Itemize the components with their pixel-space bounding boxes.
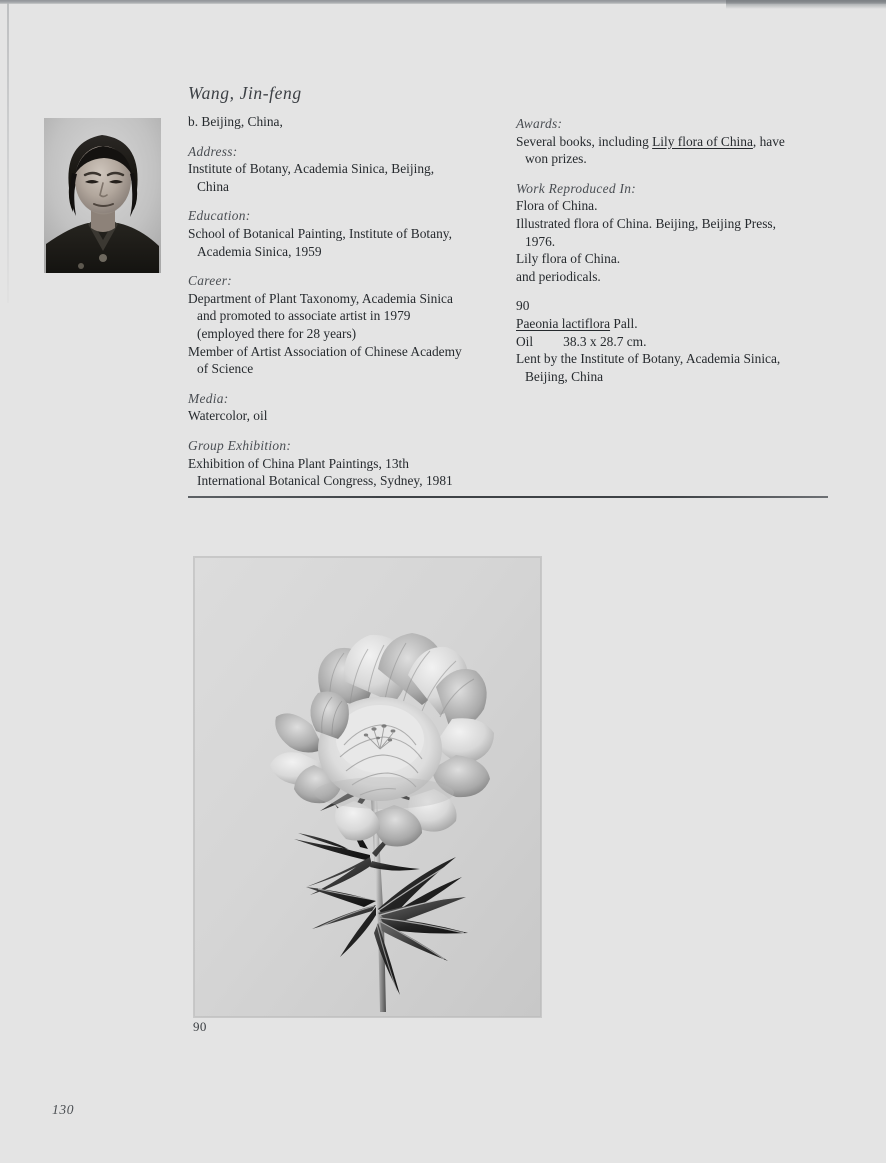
awards-line-1 — [516, 133, 828, 151]
scan-edge-left — [7, 3, 9, 303]
left-text-column — [188, 113, 493, 490]
education-line-1: School of Botanical Painting, Institute of Botany, — [188, 225, 452, 241]
birth-line: b. Beijing, China, — [188, 114, 283, 129]
catalog-entry-dimensions: 38.3 x 28.7 cm. — [563, 333, 647, 349]
right-text-column — [516, 115, 828, 385]
plate-caption-number: 90 — [193, 1019, 207, 1034]
career-line-4: Member of Artist Association of Chinese Academy — [188, 343, 462, 359]
career-label: Career: — [188, 273, 232, 289]
education-line-2: Academia Sinica, 1959 — [197, 243, 322, 259]
work-reproduced-line-2: Illustrated flora of China. Beijing, Beijing Press, — [516, 215, 776, 231]
catalog-entry-block — [516, 297, 828, 385]
horizontal-divider-rule — [188, 496, 828, 498]
page-folio-number: 130 — [52, 1102, 75, 1117]
group-exhibition-line-1: Exhibition of China Plant Paintings, 13th — [188, 455, 409, 471]
group-exhibition-line-2: International Botanical Congress, Sydney, 1981 — [197, 473, 453, 489]
media-block — [188, 390, 493, 425]
catalog-entry-medium-line — [516, 333, 828, 351]
career-block — [188, 272, 493, 378]
education-label: Education: — [188, 208, 251, 224]
awards-label: Awards: — [516, 116, 563, 131]
career-line-3: (employed there for 28 years) — [197, 325, 357, 341]
artist-portrait-photo — [44, 118, 161, 273]
work-reproduced-line-4: Lily flora of China. — [516, 251, 621, 267]
media-line-1: Watercolor, oil — [188, 408, 268, 424]
group-exhibition-label: Group Exhibition: — [188, 437, 292, 453]
work-reproduced-line-1: Flora of China. — [516, 198, 598, 214]
career-line-5: of Science — [197, 361, 254, 377]
birth-block — [188, 113, 493, 131]
group-exhibition-block — [188, 437, 493, 490]
career-line-2: and promoted to associate artist in 1979 — [197, 308, 411, 324]
catalog-entry-number: 90 — [516, 298, 530, 314]
artist-name-heading: Wang, Jin-feng — [188, 83, 302, 103]
awards-book-title: Lily flora of China — [652, 133, 753, 149]
address-line-1: Institute of Botany, Academia Sinica, Beijing, — [188, 161, 435, 177]
catalog-entry-authority: Pall. — [610, 315, 638, 331]
address-line-2: China — [197, 178, 229, 194]
work-reproduced-label: Work Reproduced In: — [516, 180, 636, 196]
education-block — [188, 207, 493, 260]
scan-edge-top-right — [726, 0, 886, 9]
catalog-entry-lender-2: Beijing, China — [525, 368, 604, 384]
catalog-entry-lender-1: Lent by the Institute of Botany, Academia Sinica, — [516, 351, 781, 367]
address-block — [188, 143, 493, 196]
awards-text-post: , have — [752, 133, 785, 149]
career-line-1: Department of Plant Taxonomy, Academia Sinica — [188, 290, 453, 306]
catalog-entry-medium: Oil — [516, 333, 534, 349]
catalog-entry-species: Paeonia lactiflora — [516, 315, 611, 331]
work-reproduced-line-3: 1976. — [525, 233, 556, 249]
catalog-entry-species-line — [516, 315, 828, 333]
work-reproduced-block — [516, 180, 828, 286]
work-reproduced-line-5: and periodicals. — [516, 268, 601, 284]
plate-photograph-paeonia-lactiflora — [194, 557, 541, 1017]
media-label: Media: — [188, 390, 229, 406]
address-label: Address: — [188, 143, 238, 159]
awards-text-pre: Several books, including — [516, 133, 653, 149]
awards-line-2: won prizes. — [525, 151, 587, 167]
awards-block — [516, 115, 828, 168]
